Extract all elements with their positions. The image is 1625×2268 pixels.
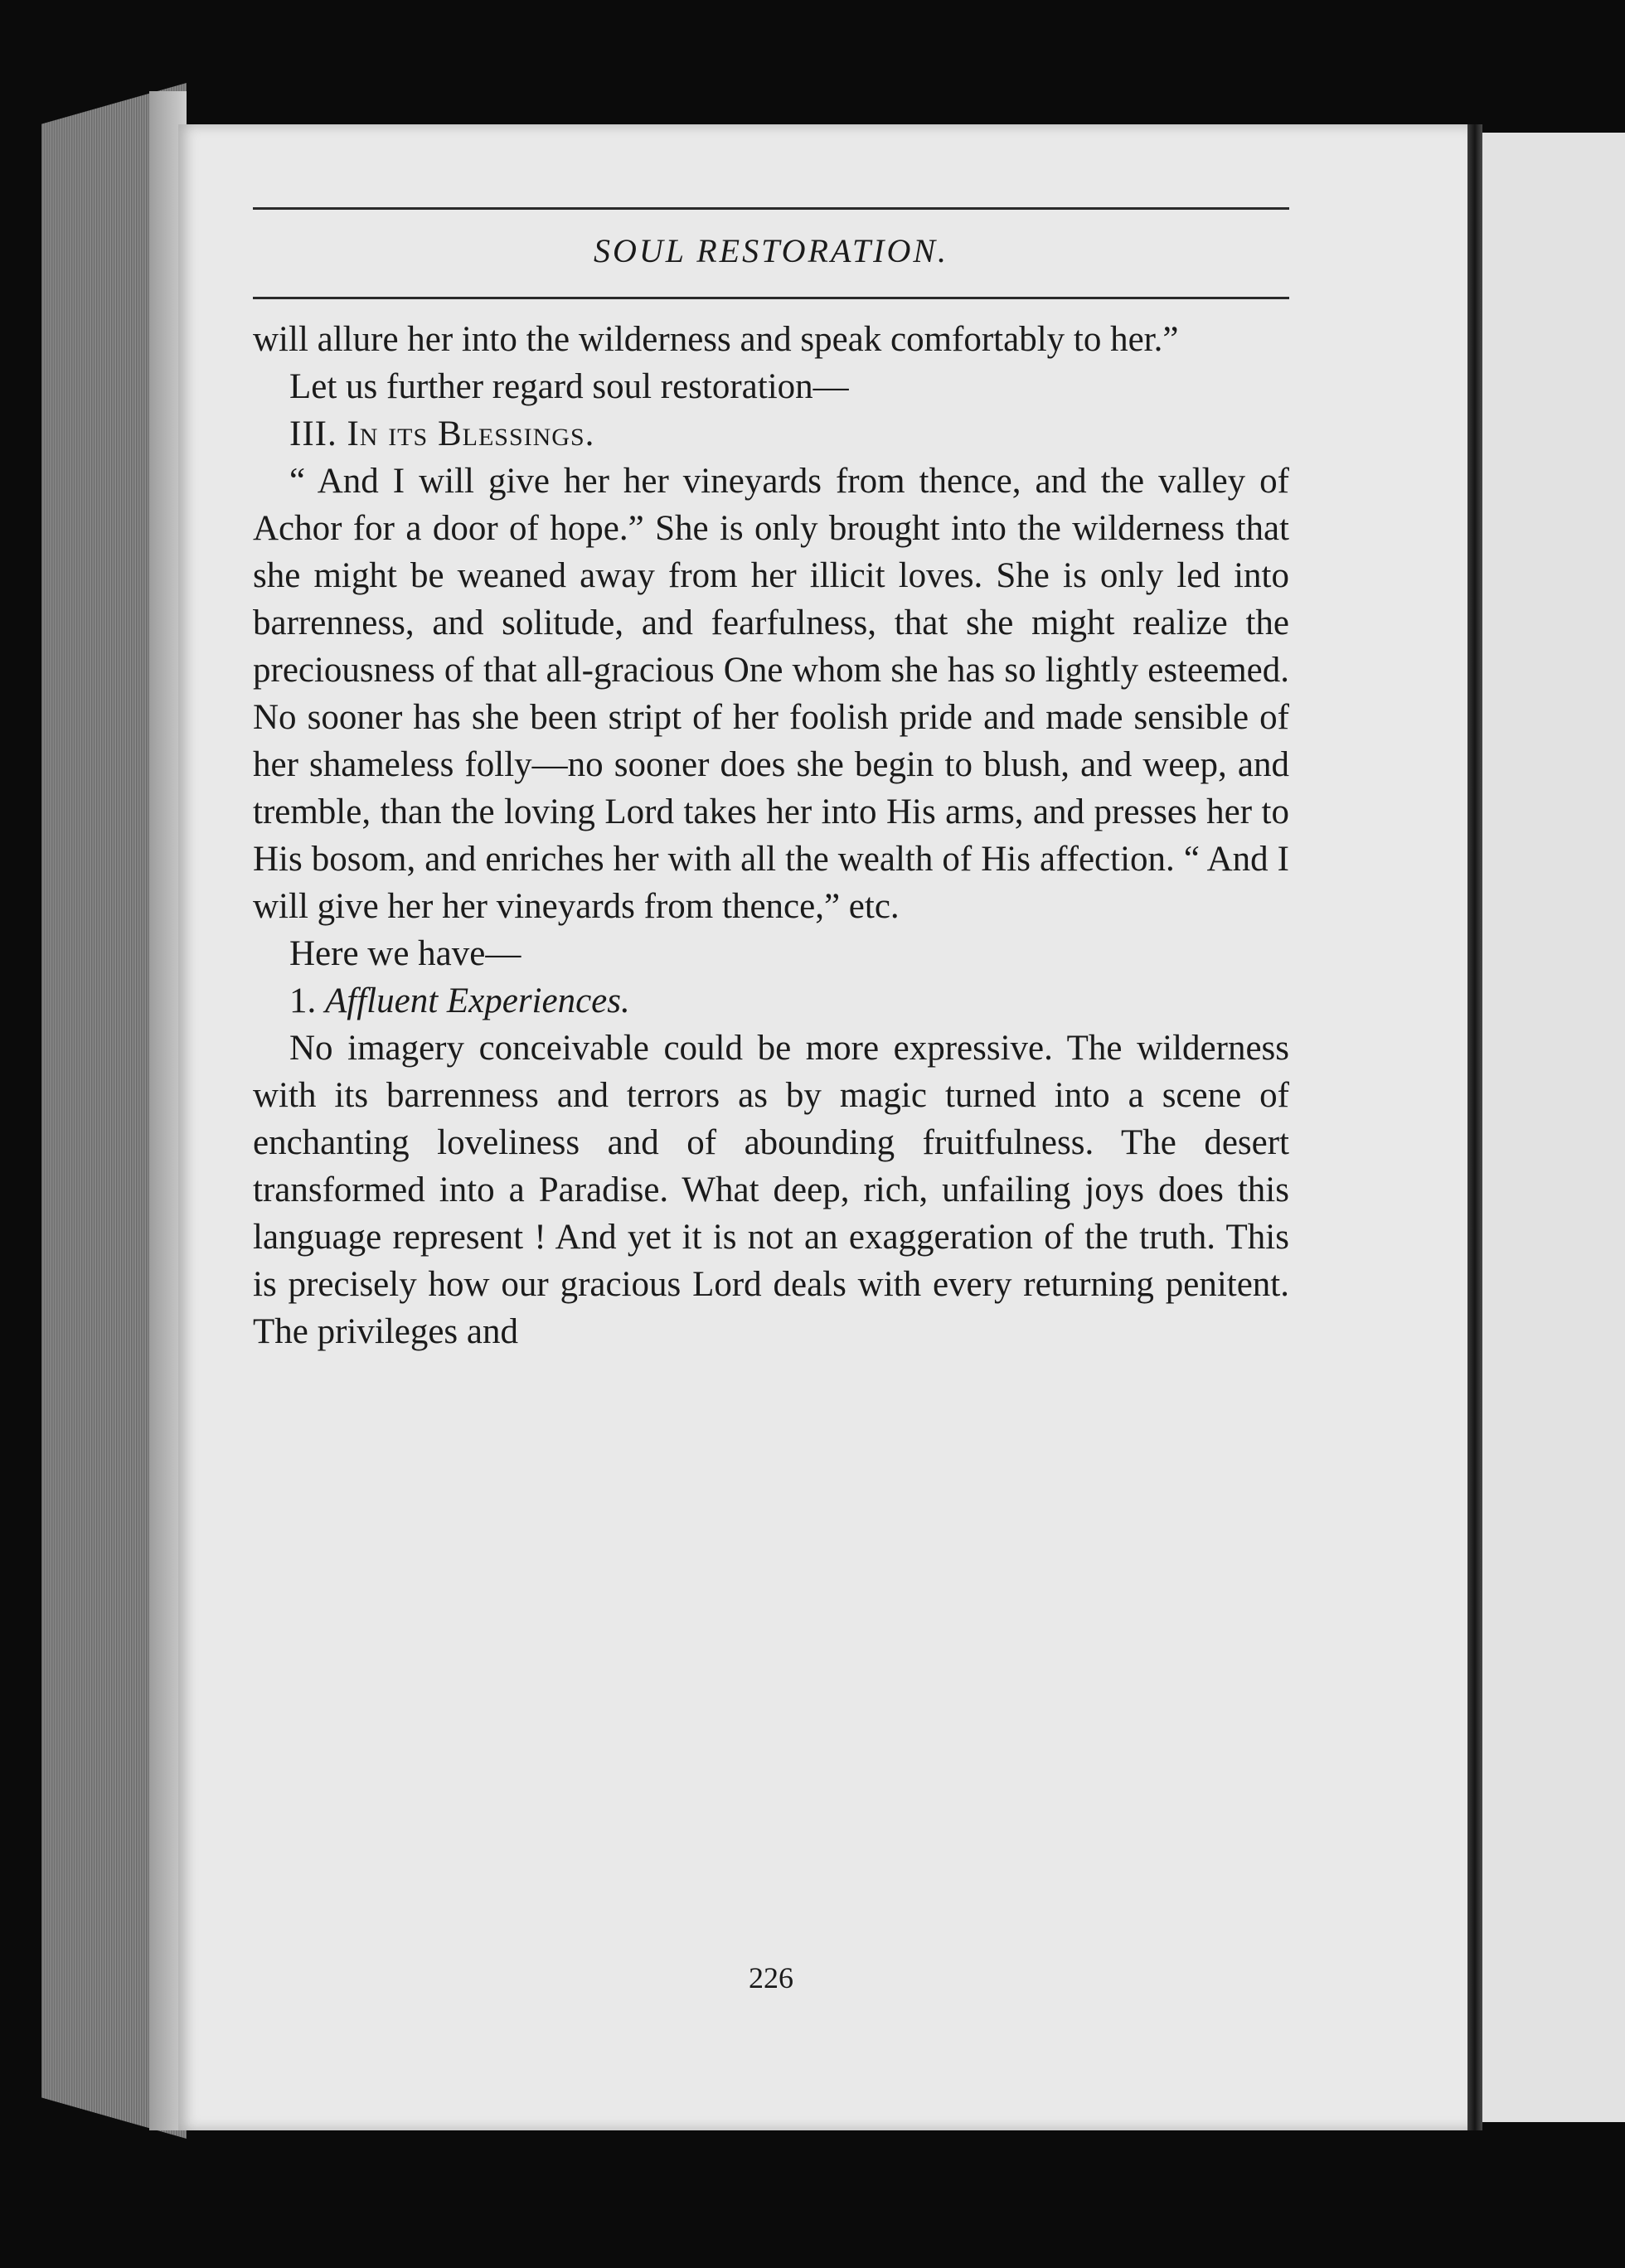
- subheading-title: Affluent Experiences.: [325, 981, 630, 1020]
- section-heading: III. In its Blessings.: [289, 414, 595, 453]
- paragraph-transition: Let us further regard soul restoration—: [289, 367, 849, 406]
- facing-page: [1482, 133, 1625, 2122]
- bottom-rule: [253, 297, 1289, 299]
- running-head: SOUL RESTORATION.: [593, 232, 949, 269]
- page-text-block: [253, 207, 1289, 1994]
- top-rule: [253, 207, 1289, 210]
- page-number: 226: [749, 1961, 793, 1994]
- subheading: [253, 977, 1289, 1025]
- paragraph-continuation: will allure her into the wilderness and speak comfortably to her.”: [253, 320, 1179, 359]
- paragraph-imagery: No imagery conceivable could be more expressive. The wilderness with its barrenness and terrors as by magic turned into a scene of enchanting loveliness and of abounding fruitfulness. The desert transformed into a Paradise. What deep, rich, unfailing joys does this language represent ! And yet it is not an exaggeration of the truth. This is precisely how our gracious Lord deals with every returning penitent. The privileges and: [253, 1029, 1289, 1351]
- body-text: [253, 316, 1289, 1355]
- book-gutter: [1467, 124, 1482, 2130]
- subheading-number: 1.: [289, 981, 317, 1020]
- paragraph-blessings: “ And I will give her her vineyards from thence, and the valley of Achor for a door of hope.” She is only brought into the wilderness that she might be weaned away from her illicit loves. She is only led into barrenness, and solitude, and fearfulness, that she might realize the preciousness of that all-gracious One whom she has so lightly esteemed. No sooner has she been stript of her foolish pride and made sensible of her shameless folly—no sooner does she begin to blush, and weep, and tremble, than the loving Lord takes her into His arms, and presses her to His bosom, and enriches her with all the wealth of His affection. “ And I will give her her vineyards from thence,” etc.: [253, 462, 1289, 926]
- paragraph-here-we-have: Here we have—: [289, 934, 521, 973]
